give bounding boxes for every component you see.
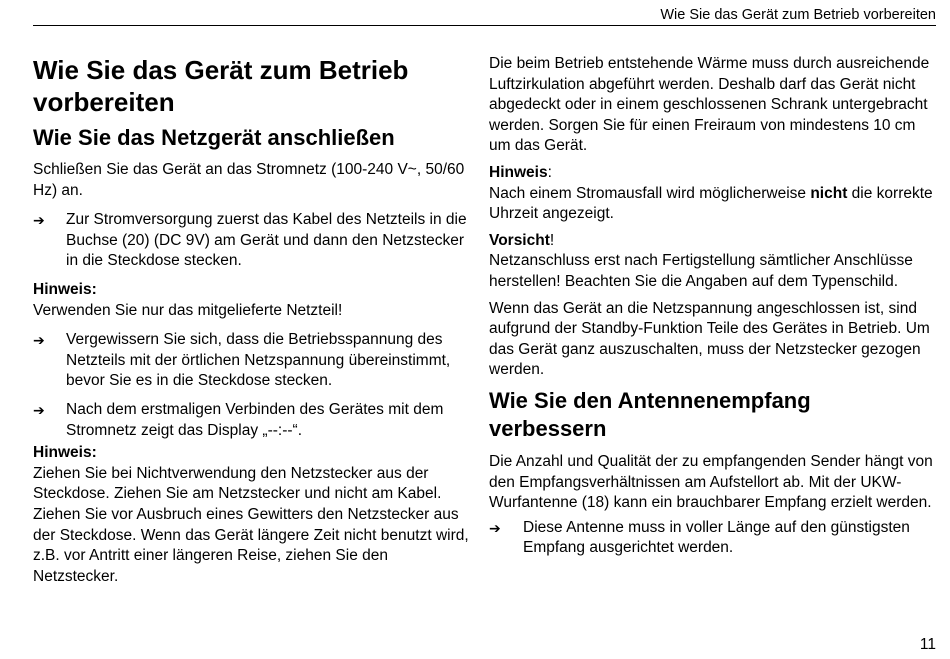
arrow-right-icon: ➔ bbox=[33, 212, 45, 229]
arrow-right-icon: ➔ bbox=[33, 332, 45, 349]
running-title: Wie Sie das Gerät zum Betrieb vorbereiten bbox=[660, 7, 936, 23]
hint-text: Verwenden Sie nur das mitgelieferte Netzteil! bbox=[33, 301, 343, 319]
hint-text-part: Nach einem Stromausfall wird möglicherweise bbox=[489, 184, 811, 202]
hint-colon: : bbox=[547, 163, 552, 181]
ventilation-paragraph: Die beim Betrieb entstehende Wärme muss durch ausreichende Luftzirkulation abgeführt werden. Deshalb darf das Gerät nicht abgedeckt oder in einem geschlossenen Schrank untergebracht werden. Sorgen Sie für einen Freiraum von mindestens 10 cm um das Gerät. bbox=[489, 55, 930, 155]
bullet-item bbox=[33, 330, 475, 392]
section-title: Wie Sie das Gerät zum Betrieb vorbereiten bbox=[33, 55, 409, 117]
caution-label: Vorsicht bbox=[489, 231, 550, 249]
antenna-paragraph: Die Anzahl und Qualität der zu empfangenden Sender hängt von den Empfangsverhältnissen am Aufstellort ab. Mit der UKW-Wurfantenne (18) kann ein brauchbarer Empfang erzielt werden. bbox=[489, 452, 933, 512]
running-header bbox=[33, 6, 936, 26]
hint-text: Ziehen Sie bei Nichtverwendung den Netzstecker aus der Steckdose. Ziehen Sie am Netzstecker und nicht am Kabel. Ziehen Sie vor Ausbruch eines Gewitters den Netzstecker aus der Steckdose. Wenn das Gerät längere Zeit nicht benutzt wird, z.B. vor Antritt einer längeren Reise, ziehen Sie den Netzstecker. bbox=[33, 464, 469, 585]
right-column bbox=[489, 54, 934, 567]
left-column bbox=[33, 54, 475, 587]
caution-label-line bbox=[489, 231, 934, 252]
hint-text-emphasis: nicht bbox=[810, 184, 848, 202]
subsection-title-power: Wie Sie das Netzgerät anschließen bbox=[33, 125, 395, 150]
arrow-right-icon: ➔ bbox=[33, 401, 45, 418]
hint-text bbox=[489, 184, 934, 225]
arrow-right-icon: ➔ bbox=[489, 519, 501, 536]
bullet-item bbox=[33, 400, 475, 441]
bullet-item bbox=[489, 518, 934, 559]
hint-label: Hinweis bbox=[489, 163, 548, 181]
caution-text: Netzanschluss erst nach Fertigstellung sämtlicher Anschlüsse herstellen! Beachten Sie die Angaben auf dem Typenschild. bbox=[489, 252, 913, 290]
bullet-text: Zur Stromversorgung zuerst das Kabel des Netzteils in die Buchse (20) (DC 9V) am Gerät und dann den Netzstecker in die Steckdose stecken. bbox=[66, 211, 467, 270]
bullet-text: Nach dem erstmaligen Verbinden des Gerätes mit dem Stromnetz zeigt das Display „--:--“. bbox=[66, 400, 444, 439]
caution-mark: ! bbox=[549, 231, 555, 249]
hint-text-part: die korrekte Uhrzeit angezeigt. bbox=[489, 184, 933, 223]
bullet-item bbox=[33, 210, 475, 272]
subsection-title-antenna: Wie Sie den Antennenempfang verbessern bbox=[489, 387, 811, 441]
bullet-text: Diese Antenne muss in voller Länge auf den günstigsten Empfang ausgerichtet werden. bbox=[523, 518, 910, 557]
hint-label: Hinweis: bbox=[33, 280, 97, 298]
hint-label: Hinweis: bbox=[33, 444, 97, 462]
hint-label-line bbox=[489, 163, 934, 184]
standby-paragraph: Wenn das Gerät an die Netzspannung angeschlossen ist, sind aufgrund der Standby-Funktion Teile des Gerätes in Betrieb. Um das Gerät ganz auszuschalten, muss der Netzstecker gezogen werden. bbox=[489, 299, 930, 379]
page-number: 11 bbox=[919, 636, 936, 653]
bullet-text: Vergewissern Sie sich, dass die Betriebsspannung des Netzteils mit der örtlichen Netzspannung übereinstimmt, bevor Sie es in die Steckdose stecken. bbox=[66, 331, 451, 390]
intro-paragraph: Schließen Sie das Gerät an das Stromnetz (100-240 V~, 50/60 Hz) an. bbox=[33, 161, 465, 199]
